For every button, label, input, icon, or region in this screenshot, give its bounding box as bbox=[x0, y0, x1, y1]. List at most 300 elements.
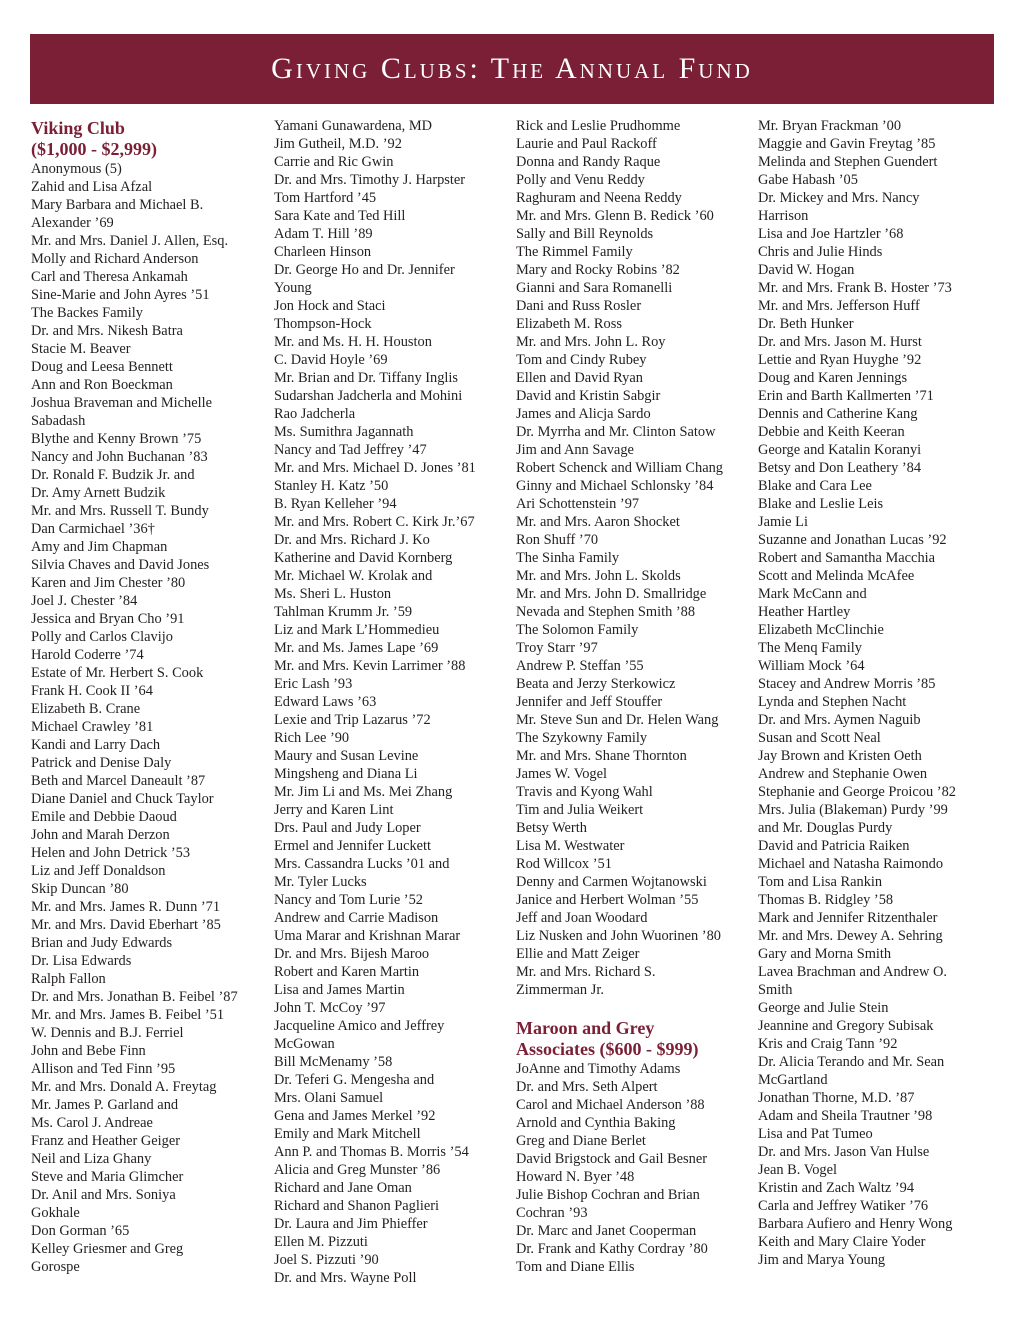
donor-name: Denny and Carmen Wojtanowski bbox=[516, 874, 707, 890]
donor-entry bbox=[516, 603, 754, 621]
donor-entry bbox=[274, 909, 512, 927]
donor-entry bbox=[516, 405, 754, 423]
donor-name: Mr. James P. Garland and bbox=[31, 1097, 179, 1113]
donor-entry bbox=[516, 369, 754, 387]
donor-name: Jamie Li bbox=[758, 514, 808, 530]
donor-entry bbox=[758, 495, 996, 513]
donor-name: Mr. and Mrs. Michael D. Jones ’81 bbox=[274, 460, 476, 476]
donor-name: Mr. Steve Sun and Dr. Helen Wang bbox=[516, 712, 719, 728]
donor-entry bbox=[758, 441, 996, 459]
donor-name: Dr. and Mrs. Aymen Naguib bbox=[758, 712, 921, 728]
donor-name: Laurie and Paul Rackoff bbox=[516, 136, 657, 152]
donor-name: Franz and Heather Geiger bbox=[31, 1133, 181, 1149]
donor-name: Mr. and Mrs. Shane Thornton bbox=[516, 748, 687, 764]
donor-name: Dr. Laura and Jim Phieffer bbox=[274, 1216, 428, 1232]
donor-name: David Brigstock and Gail Besner bbox=[516, 1151, 708, 1167]
donor-entry bbox=[758, 369, 996, 387]
donor-entry bbox=[758, 693, 996, 711]
donor-name: Barbara Aufiero and Henry Wong bbox=[758, 1216, 953, 1232]
donor-entry bbox=[31, 322, 269, 340]
donor-name: David and Patricia Raiken bbox=[758, 838, 910, 854]
donor-entry bbox=[31, 718, 269, 736]
donor-name: Mark and Jennifer Ritzenthaler bbox=[758, 910, 938, 926]
donor-name-continued: Mrs. Olani Samuel bbox=[274, 1090, 384, 1106]
donor-name-continued: Thompson-Hock bbox=[274, 316, 372, 332]
donor-name-continued: Alexander ’69 bbox=[31, 215, 114, 231]
donor-entry bbox=[31, 736, 269, 754]
donor-name: Sine-Marie and John Ayres ’51 bbox=[31, 287, 210, 303]
donor-name: Julie Bishop Cochran and Brian bbox=[516, 1187, 700, 1203]
donor-name: Andrew and Carrie Madison bbox=[274, 910, 439, 926]
donor-entry bbox=[31, 1060, 269, 1078]
donor-entry bbox=[516, 657, 754, 675]
donor-name: Rod Willcox ’51 bbox=[516, 856, 612, 872]
donor-entry bbox=[758, 747, 996, 765]
donor-name: Dr. Frank and Kathy Cordray ’80 bbox=[516, 1241, 708, 1257]
donor-name: Susan and Scott Neal bbox=[758, 730, 881, 746]
donor-entry bbox=[31, 790, 269, 808]
donor-name: Howard N. Byer ’48 bbox=[516, 1169, 635, 1185]
donor-name: Molly and Richard Anderson bbox=[31, 251, 199, 267]
donor-name: Betsy Werth bbox=[516, 820, 587, 836]
donor-entry bbox=[516, 1150, 754, 1168]
donor-entry bbox=[274, 423, 512, 441]
donor-name: Jessica and Bryan Cho ’91 bbox=[31, 611, 185, 627]
donor-entry bbox=[274, 693, 512, 711]
donor-name: Dr. and Mrs. Jason Van Hulse bbox=[758, 1144, 930, 1160]
donor-name: Keith and Mary Claire Yoder bbox=[758, 1234, 926, 1250]
donor-name: Melinda and Stephen Guendert bbox=[758, 154, 938, 170]
donor-name: Ellen and David Ryan bbox=[516, 370, 643, 386]
donor-name: Liz Nusken and John Wuorinen ’80 bbox=[516, 928, 721, 944]
donor-name: Polly and Carlos Clavijo bbox=[31, 629, 173, 645]
donor-entry bbox=[758, 477, 996, 495]
donor-name: Richard and Jane Oman bbox=[274, 1180, 412, 1196]
donor-entry bbox=[31, 556, 269, 574]
donor-name: Dr. Myrrha and Mr. Clinton Satow bbox=[516, 424, 716, 440]
donor-entry bbox=[758, 1035, 996, 1053]
donor-entry bbox=[274, 135, 512, 153]
donor-entry bbox=[516, 171, 754, 189]
donor-entry bbox=[516, 1060, 754, 1078]
donor-entry bbox=[758, 405, 996, 423]
donor-name: James and Alicja Sardo bbox=[516, 406, 651, 422]
donor-entry bbox=[31, 862, 269, 880]
donor-name: Frank H. Cook II ’64 bbox=[31, 683, 153, 699]
donor-name: Lisa and Pat Tumeo bbox=[758, 1126, 873, 1142]
donor-entry bbox=[274, 549, 512, 567]
donor-name: Anonymous (5) bbox=[31, 161, 122, 177]
donor-name: Greg and Diane Berlet bbox=[516, 1133, 646, 1149]
donor-name: Dr. Mickey and Mrs. Nancy bbox=[758, 190, 920, 206]
donor-column-4 bbox=[758, 117, 996, 1269]
donor-entry bbox=[758, 423, 996, 441]
donor-name: Jim and Ann Savage bbox=[516, 442, 634, 458]
donor-entry bbox=[758, 117, 996, 135]
donor-list bbox=[516, 117, 754, 999]
donor-entry bbox=[758, 1125, 996, 1143]
donor-name: Emile and Debbie Daoud bbox=[31, 809, 177, 825]
donor-name: Blythe and Kenny Brown ’75 bbox=[31, 431, 202, 447]
donor-entry bbox=[31, 682, 269, 700]
donor-name: Dr. Alicia Terando and Mr. Sean bbox=[758, 1054, 945, 1070]
donor-entry bbox=[758, 1161, 996, 1179]
donor-name-continued: Dr. Amy Arnett Budzik bbox=[31, 485, 166, 501]
donor-name: Jim Gutheil, M.D. ’92 bbox=[274, 136, 402, 152]
donor-name: Ann and Ron Boeckman bbox=[31, 377, 173, 393]
donor-entry bbox=[31, 466, 269, 502]
donor-name: JoAnne and Timothy Adams bbox=[516, 1061, 681, 1077]
donor-entry bbox=[274, 531, 512, 549]
donor-name: Don Gorman ’65 bbox=[31, 1223, 130, 1239]
donor-entry bbox=[516, 1186, 754, 1222]
donor-entry bbox=[31, 376, 269, 394]
donor-name: Joel S. Pizzuti ’90 bbox=[274, 1252, 379, 1268]
donor-entry bbox=[516, 909, 754, 927]
donor-name: Rao Jadcherla bbox=[274, 406, 356, 422]
donor-entry bbox=[274, 1197, 512, 1215]
donor-entry bbox=[31, 1150, 269, 1168]
donor-entry bbox=[274, 495, 512, 513]
donor-name: Jeff and Joan Woodard bbox=[516, 910, 648, 926]
donor-name: Ms. Sumithra Jagannath bbox=[274, 424, 414, 440]
donor-entry bbox=[31, 700, 269, 718]
donor-entry bbox=[516, 1168, 754, 1186]
donor-name: Nancy and Tom Lurie ’52 bbox=[274, 892, 423, 908]
donor-entry bbox=[31, 1078, 269, 1096]
donor-entry bbox=[274, 513, 512, 531]
donor-name: Skip Duncan ’80 bbox=[31, 881, 129, 897]
donor-name: Ellie and Matt Zeiger bbox=[516, 946, 640, 962]
donor-entry bbox=[274, 1125, 512, 1143]
donor-name: Dr. Teferi G. Mengesha and bbox=[274, 1072, 435, 1088]
donor-entry bbox=[274, 747, 512, 765]
donor-entry bbox=[31, 952, 269, 970]
donor-entry bbox=[758, 297, 996, 315]
donor-entry bbox=[516, 837, 754, 855]
donor-entry bbox=[31, 592, 269, 610]
donor-entry bbox=[516, 621, 754, 639]
donor-entry bbox=[758, 351, 996, 369]
donor-entry bbox=[516, 477, 754, 495]
donor-name-continued: Ms. Carol J. Andreae bbox=[31, 1115, 153, 1131]
donor-entry bbox=[758, 675, 996, 693]
donor-name: Suzanne and Jonathan Lucas ’92 bbox=[758, 532, 947, 548]
donor-entry bbox=[758, 1251, 996, 1269]
donor-entry bbox=[274, 171, 512, 189]
donor-entry bbox=[758, 153, 996, 171]
donor-name: Amy and Jim Chapman bbox=[31, 539, 168, 555]
donor-entry bbox=[516, 729, 754, 747]
donor-name: Robert Schenck and William Chang bbox=[516, 460, 723, 476]
donor-entry bbox=[758, 873, 996, 891]
donor-entry bbox=[758, 549, 996, 567]
donor-entry bbox=[274, 729, 512, 747]
donor-name: Nancy and Tad Jeffrey ’47 bbox=[274, 442, 427, 458]
donor-entry bbox=[516, 693, 754, 711]
donor-name-continued: Sabadash bbox=[31, 413, 86, 429]
donor-name: Bill McMenamy ’58 bbox=[274, 1054, 393, 1070]
donor-name: Beata and Jerzy Sterkowicz bbox=[516, 676, 676, 692]
donor-name: Chris and Julie Hinds bbox=[758, 244, 883, 260]
donor-name: Dr. and Mrs. Bijesh Maroo bbox=[274, 946, 430, 962]
donor-entry bbox=[516, 1258, 754, 1276]
donor-name: Mr. and Mrs. John D. Smallridge bbox=[516, 586, 707, 602]
donor-entry bbox=[758, 459, 996, 477]
donor-entry bbox=[516, 279, 754, 297]
donor-list bbox=[758, 117, 996, 1269]
donor-list bbox=[31, 160, 269, 1276]
donor-entry bbox=[274, 225, 512, 243]
donor-name: Dr. Ronald F. Budzik Jr. and bbox=[31, 467, 195, 483]
donor-entry bbox=[516, 567, 754, 585]
donor-name: Katherine and David Kornberg bbox=[274, 550, 453, 566]
donor-name: Jerry and Karen Lint bbox=[274, 802, 394, 818]
donor-name-continued: Mr. Tyler Lucks bbox=[274, 874, 367, 890]
donor-entry bbox=[758, 1017, 996, 1035]
donor-name: Allison and Ted Finn ’95 bbox=[31, 1061, 176, 1077]
donor-entry bbox=[31, 664, 269, 682]
donor-entry bbox=[31, 538, 269, 556]
donor-column-1 bbox=[31, 117, 269, 1276]
donor-entry bbox=[516, 1222, 754, 1240]
donor-entry bbox=[758, 171, 996, 189]
donor-entry bbox=[274, 297, 512, 333]
donor-entry bbox=[516, 675, 754, 693]
donor-name: Estate of Mr. Herbert S. Cook bbox=[31, 665, 204, 681]
donor-name-continued: Cochran ’93 bbox=[516, 1205, 588, 1221]
donor-name: Stacie M. Beaver bbox=[31, 341, 131, 357]
donor-name: Lavea Brachman and Andrew O. bbox=[758, 964, 948, 980]
donor-entry bbox=[274, 459, 512, 477]
donor-name: Dan Carmichael ’36† bbox=[31, 521, 155, 537]
donor-list bbox=[516, 1060, 754, 1276]
section-heading-maroon-grey bbox=[516, 1018, 754, 1060]
donor-entry bbox=[758, 567, 996, 585]
donor-name: Mr. and Mrs. Richard S. bbox=[516, 964, 656, 980]
donor-name: Mary Barbara and Michael B. bbox=[31, 197, 204, 213]
heading-line: Associates ($600 - $999) bbox=[516, 1039, 699, 1059]
donor-name: Diane Daniel and Chuck Taylor bbox=[31, 791, 214, 807]
donor-entry bbox=[516, 765, 754, 783]
heading-line: Maroon and Grey bbox=[516, 1018, 655, 1038]
donor-name-continued: McGartland bbox=[758, 1072, 828, 1088]
donor-name: Jim and Marya Young bbox=[758, 1252, 886, 1268]
donor-name: George and Julie Stein bbox=[758, 1000, 889, 1016]
donor-entry bbox=[758, 1197, 996, 1215]
donor-name: Mr. and Mrs. Kevin Larrimer ’88 bbox=[274, 658, 466, 674]
donor-name: Robert and Samantha Macchia bbox=[758, 550, 936, 566]
donor-entry bbox=[516, 873, 754, 891]
donor-entry bbox=[274, 621, 512, 639]
donor-name: Ari Schottenstein ’97 bbox=[516, 496, 640, 512]
donor-name: Richard and Shanon Paglieri bbox=[274, 1198, 440, 1214]
donor-entry bbox=[31, 610, 269, 628]
donor-entry bbox=[516, 513, 754, 531]
donor-entry bbox=[31, 916, 269, 934]
donor-name: Mingsheng and Diana Li bbox=[274, 766, 418, 782]
section-heading-viking-club bbox=[31, 118, 269, 160]
donor-name: Mr. and Mrs. James B. Feibel ’51 bbox=[31, 1007, 225, 1023]
donor-entry bbox=[31, 880, 269, 898]
donor-name: Elizabeth McClinchie bbox=[758, 622, 884, 638]
donor-entry bbox=[516, 531, 754, 549]
donor-name: Maury and Susan Levine bbox=[274, 748, 419, 764]
donor-entry bbox=[31, 232, 269, 250]
donor-name: Joshua Braveman and Michelle bbox=[31, 395, 213, 411]
donor-name: Mr. and Mrs. Daniel J. Allen, Esq. bbox=[31, 233, 229, 249]
donor-entry bbox=[274, 1017, 512, 1053]
donor-name: Liz and Mark L’Hommedieu bbox=[274, 622, 440, 638]
donor-name: Mr. and Mrs. David Eberhart ’85 bbox=[31, 917, 221, 933]
donor-name: Beth and Marcel Daneault ’87 bbox=[31, 773, 206, 789]
donor-name: Ellen M. Pizzuti bbox=[274, 1234, 368, 1250]
donor-entry bbox=[274, 387, 512, 405]
donor-name: Tahlman Krumm Jr. ’59 bbox=[274, 604, 413, 620]
donor-entry bbox=[31, 1186, 269, 1222]
donor-name: Harold Coderre ’74 bbox=[31, 647, 144, 663]
donor-entry bbox=[31, 844, 269, 862]
donor-name: Dr. Beth Hunker bbox=[758, 316, 854, 332]
donor-name: Gabe Habash ’05 bbox=[758, 172, 858, 188]
donor-name: Mrs. Julia (Blakeman) Purdy ’99 bbox=[758, 802, 948, 818]
donor-entry bbox=[31, 1168, 269, 1186]
donor-name-continued: McGowan bbox=[274, 1036, 335, 1052]
donor-entry bbox=[274, 1107, 512, 1125]
donor-entry bbox=[516, 891, 754, 909]
donor-entry bbox=[758, 1215, 996, 1233]
donor-entry bbox=[31, 340, 269, 358]
donor-name: Lisa and Joe Hartzler ’68 bbox=[758, 226, 904, 242]
donor-name: Uma Marar and Krishnan Marar bbox=[274, 928, 461, 944]
donor-name-continued: Heather Hartley bbox=[758, 604, 851, 620]
donor-name: Dr. and Mrs. Seth Alpert bbox=[516, 1079, 658, 1095]
donor-entry bbox=[758, 279, 996, 297]
donor-entry bbox=[274, 711, 512, 729]
donor-name: Drs. Paul and Judy Loper bbox=[274, 820, 421, 836]
donor-entry bbox=[274, 783, 512, 801]
donor-entry bbox=[758, 585, 996, 621]
donor-name: Brian and Judy Edwards bbox=[31, 935, 173, 951]
donor-column-2 bbox=[274, 117, 512, 1287]
donor-name: Erin and Barth Kallmerten ’71 bbox=[758, 388, 934, 404]
donor-entry bbox=[274, 441, 512, 459]
donor-name-continued: Ms. Sheri L. Huston bbox=[274, 586, 392, 602]
donor-name: Dr. and Mrs. Nikesh Batra bbox=[31, 323, 183, 339]
donor-entry bbox=[31, 772, 269, 790]
donor-name: Robert and Karen Martin bbox=[274, 964, 420, 980]
donor-entry bbox=[274, 639, 512, 657]
donor-name: Dr. Anil and Mrs. Soniya bbox=[31, 1187, 176, 1203]
heading-line: ($1,000 - $2,999) bbox=[31, 139, 157, 159]
donor-name: George and Katalin Koranyi bbox=[758, 442, 922, 458]
donor-name: Ron Shuff ’70 bbox=[516, 532, 599, 548]
donor-entry bbox=[516, 1240, 754, 1258]
donor-entry bbox=[274, 1233, 512, 1251]
donor-name: Kristin and Zach Waltz ’94 bbox=[758, 1180, 915, 1196]
donor-entry bbox=[758, 765, 996, 783]
donor-entry bbox=[516, 963, 754, 999]
donor-entry bbox=[274, 675, 512, 693]
donor-name: William Mock ’64 bbox=[758, 658, 865, 674]
donor-name: Lynda and Stephen Nacht bbox=[758, 694, 907, 710]
donor-name: The Solomon Family bbox=[516, 622, 639, 638]
donor-entry bbox=[758, 639, 996, 657]
donor-entry bbox=[31, 520, 269, 538]
donor-name: Adam T. Hill ’89 bbox=[274, 226, 373, 242]
donor-entry bbox=[274, 1269, 512, 1287]
donor-entry bbox=[516, 333, 754, 351]
donor-name: Mr. Brian and Dr. Tiffany Inglis bbox=[274, 370, 459, 386]
donor-entry bbox=[758, 315, 996, 333]
donor-entry bbox=[758, 135, 996, 153]
donor-name: Kris and Craig Tann ’92 bbox=[758, 1036, 898, 1052]
donor-name-continued: Young bbox=[274, 280, 312, 296]
donor-name: Mr. and Ms. James Lape ’69 bbox=[274, 640, 439, 656]
donor-entry bbox=[274, 963, 512, 981]
donor-name: Zahid and Lisa Afzal bbox=[31, 179, 153, 195]
donor-entry bbox=[274, 801, 512, 819]
donor-entry bbox=[516, 207, 754, 225]
donor-entry bbox=[274, 999, 512, 1017]
donor-name: Troy Starr ’97 bbox=[516, 640, 598, 656]
donor-name: Dr. and Mrs. Richard J. Ko bbox=[274, 532, 430, 548]
donor-name: Eric Lash ’93 bbox=[274, 676, 353, 692]
donor-entry bbox=[31, 934, 269, 952]
donor-name-continued: Harrison bbox=[758, 208, 809, 224]
donor-entry bbox=[516, 747, 754, 765]
donor-entry bbox=[516, 1078, 754, 1096]
donor-name: John and Bebe Finn bbox=[31, 1043, 146, 1059]
donor-name: Carl and Theresa Ankamah bbox=[31, 269, 188, 285]
donor-name: Jean B. Vogel bbox=[758, 1162, 838, 1178]
donor-entry bbox=[31, 754, 269, 772]
donor-name: Jacqueline Amico and Jeffrey bbox=[274, 1018, 445, 1034]
donor-name: James W. Vogel bbox=[516, 766, 608, 782]
donor-entry bbox=[758, 531, 996, 549]
donor-entry bbox=[516, 351, 754, 369]
donor-entry bbox=[516, 783, 754, 801]
donor-entry bbox=[31, 1042, 269, 1060]
donor-entry bbox=[274, 891, 512, 909]
donor-column-3 bbox=[516, 117, 754, 1276]
donor-entry bbox=[516, 297, 754, 315]
donor-name: Rick and Leslie Prudhomme bbox=[516, 118, 681, 134]
donor-entry bbox=[758, 333, 996, 351]
donor-entry bbox=[758, 621, 996, 639]
donor-entry bbox=[516, 819, 754, 837]
donor-name: Jeannine and Gregory Subisak bbox=[758, 1018, 934, 1034]
donor-name: Tom Hartford ’45 bbox=[274, 190, 377, 206]
donor-name: Mr. and Mrs. Dewey A. Sehring bbox=[758, 928, 943, 944]
donor-entry bbox=[274, 927, 512, 945]
donor-name: Lisa and James Martin bbox=[274, 982, 405, 998]
donor-name: Nancy and John Buchanan ’83 bbox=[31, 449, 208, 465]
donor-entry bbox=[758, 189, 996, 225]
donor-entry bbox=[516, 1096, 754, 1114]
donor-name: Edward Laws ’63 bbox=[274, 694, 377, 710]
donor-name: Joel J. Chester ’84 bbox=[31, 593, 138, 609]
donor-name: B. Ryan Kelleher ’94 bbox=[274, 496, 397, 512]
donor-entry bbox=[516, 189, 754, 207]
donor-entry bbox=[31, 574, 269, 592]
donor-entry bbox=[274, 765, 512, 783]
donor-entry bbox=[516, 225, 754, 243]
donor-name: Rich Lee ’90 bbox=[274, 730, 350, 746]
donor-name: Mr. Michael W. Krolak and bbox=[274, 568, 433, 584]
donor-name: Mark McCann and bbox=[758, 586, 867, 602]
donor-name: Blake and Leslie Leis bbox=[758, 496, 884, 512]
